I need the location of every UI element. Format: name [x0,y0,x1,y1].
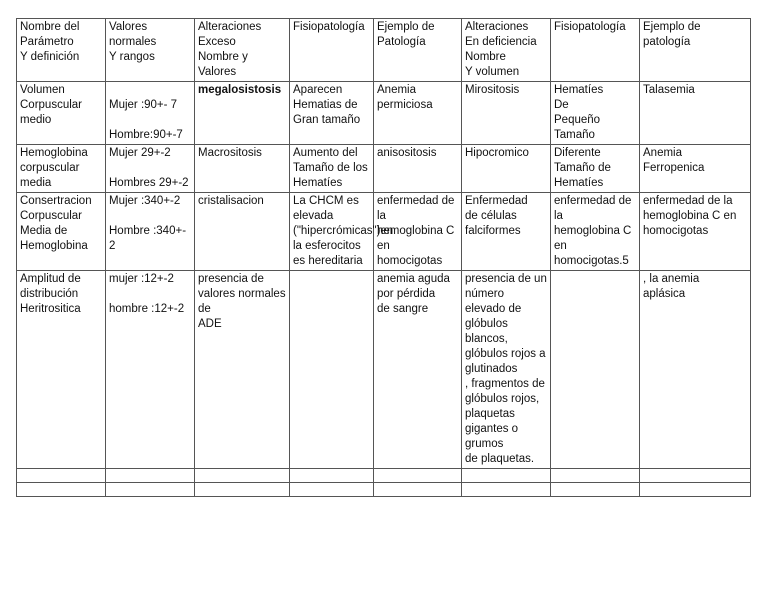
table-cell: Mirositosis [462,82,551,145]
empty-cell [374,469,462,483]
empty-row [17,469,751,483]
table-cell: , la anemia aplásica [640,271,751,469]
table-cell: cristalisacion [195,193,290,271]
empty-cell [640,469,751,483]
table-row [17,271,751,469]
table-cell: Aparecen Hematias de Gran tamaño [290,82,374,145]
empty-cell [374,483,462,497]
empty-cell [17,469,106,483]
table-cell: enfermedad de la hemoglobina C en homocigotas.5 [551,193,640,271]
table-cell: presencia de un número elevado de glóbulos blancos, glóbulos rojos a glutinados , fragmentos de glóbulos rojos, plaquetas gigantes o grumos de plaquetas. [462,271,551,469]
table-cell: Anemia permiciosa [374,82,462,145]
header-cell: Nombre del Parámetro Y definición [17,19,106,82]
table-cell: Anemia Ferropenica [640,145,751,193]
header-cell: Valores normales Y rangos [106,19,195,82]
empty-cell [551,483,640,497]
table-cell: Volumen Corpuscular medio [17,82,106,145]
table-row [17,193,751,271]
header-cell: Ejemplo de patología [640,19,751,82]
table-cell: Macrositosis [195,145,290,193]
header-cell: Fisiopatología [290,19,374,82]
empty-cell [290,469,374,483]
table-cell: enfermedad de la hemoglobina C en homocigotas [374,193,462,271]
empty-cell [106,469,195,483]
table-cell: mujer :12+-2 hombre :12+-2 [106,271,195,469]
table-cell: Mujer :340+-2 Hombre :340+- 2 [106,193,195,271]
table-cell: Mujer 29+-2 Hombres 29+-2 [106,145,195,193]
table-cell: Talasemia [640,82,751,145]
table-cell: Hematíes De Pequeño Tamaño [551,82,640,145]
table-cell: Enfermedad de células falciformes [462,193,551,271]
header-cell: Alteraciones En deficiencia Nombre Y volumen [462,19,551,82]
empty-cell [462,483,551,497]
empty-cell [462,469,551,483]
empty-cell [640,483,751,497]
header-cell: Ejemplo de Patología [374,19,462,82]
table-cell: enfermedad de la hemoglobina C en homocigotas [640,193,751,271]
table-cell [551,271,640,469]
table-cell: Consertracion Corpuscular Media de Hemoglobina [17,193,106,271]
header-cell: Fisiopatología [551,19,640,82]
table-cell: anisositosis [374,145,462,193]
table-cell [290,271,374,469]
table-cell: anemia aguda por pérdida de sangre [374,271,462,469]
header-cell: Alteraciones Exceso Nombre y Valores [195,19,290,82]
table-cell: Hemoglobina corpuscular media [17,145,106,193]
empty-cell [106,483,195,497]
table-cell: Diferente Tamaño de Hematíes [551,145,640,193]
empty-cell [195,483,290,497]
empty-cell [290,483,374,497]
table-cell: presencia de valores normales de ADE [195,271,290,469]
empty-cell [195,469,290,483]
empty-cell [17,483,106,497]
parameters-table [16,18,751,497]
empty-cell [551,469,640,483]
table-cell: La CHCM es elevada ("hipercrómicas")en la esferocitos es hereditaria [290,193,374,271]
table-cell: Hipocromico [462,145,551,193]
table-cell: Aumento del Tamaño de los Hematíes [290,145,374,193]
header-row [17,19,751,82]
table-cell: Mujer :90+- 7 Hombre:90+-7 [106,82,195,145]
table-row [17,82,751,145]
table-row [17,145,751,193]
table-cell: megalosistosis [195,82,290,145]
empty-row [17,483,751,497]
table-cell: Amplitud de distribución Heritrositica [17,271,106,469]
